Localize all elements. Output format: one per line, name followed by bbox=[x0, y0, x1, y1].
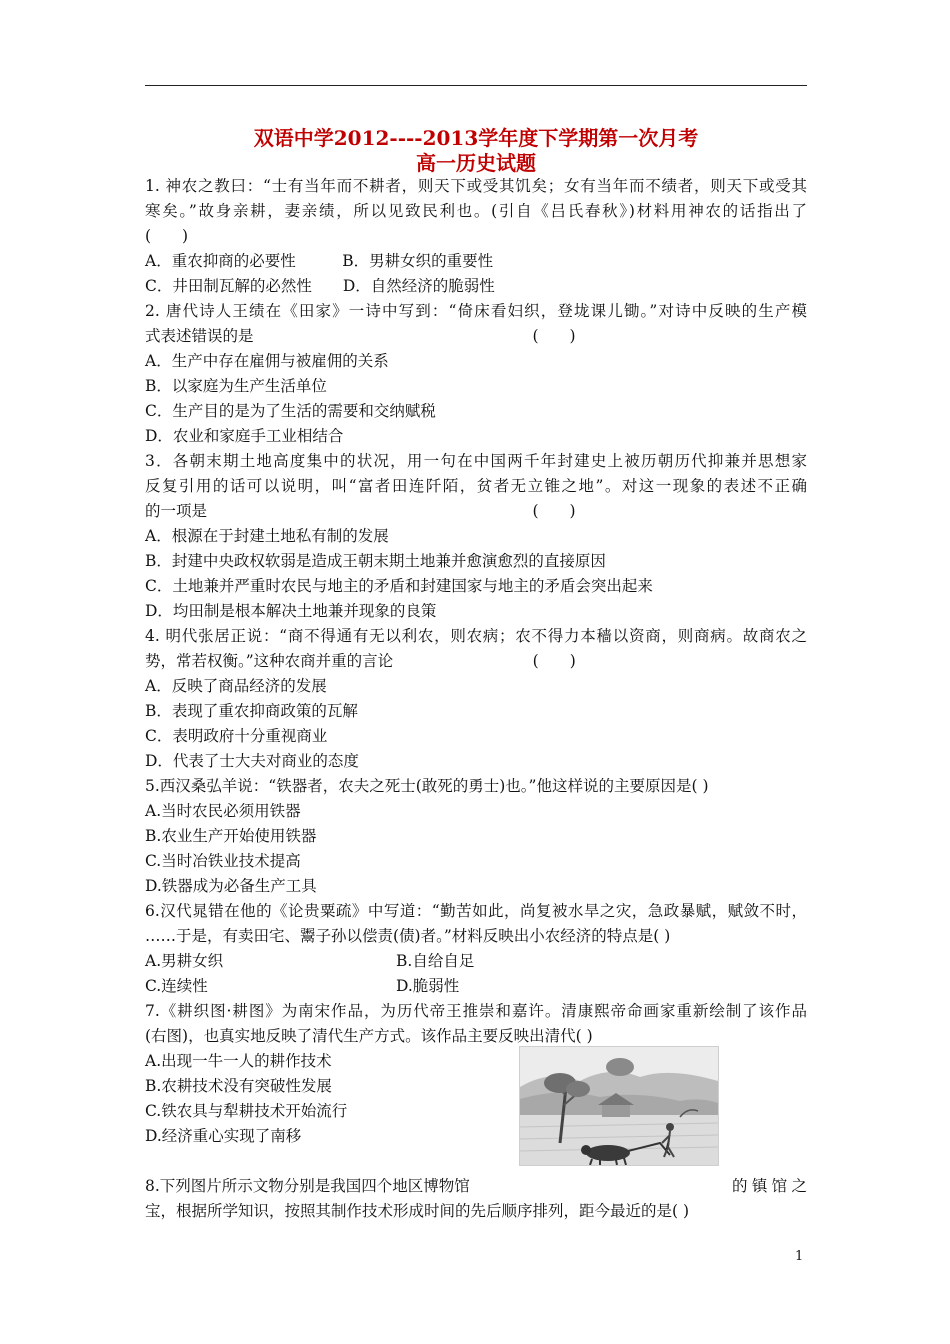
q8-stem-line1-right: 的镇馆之 bbox=[732, 1177, 807, 1195]
q3-option-c: C．土地兼并严重时农民与地主的矛盾和封建国家与地主的矛盾会突出起来 bbox=[145, 577, 653, 595]
q2-stem-line2: 式表述错误的是 ( ) bbox=[145, 327, 576, 345]
q1-answer-blank: ( ) bbox=[145, 227, 189, 245]
q3-stem-line3: 的一项是 ( ) bbox=[145, 502, 576, 520]
q5-option-c: C.当时冶铁业技术提高 bbox=[145, 852, 301, 870]
q3-option-a: A．根源在于封建土地私有制的发展 bbox=[145, 527, 389, 545]
q1-stem-line2: 寒矣。”故身亲耕，妻亲绩，所以见致民利也。(引自《吕氏春秋》)材料用神农的话指出了 bbox=[145, 202, 807, 220]
q2-option-d: D．农业和家庭手工业相结合 bbox=[145, 427, 344, 445]
q6-option-d: D.脆弱性 bbox=[396, 977, 460, 995]
q4-option-c: C．表明政府十分重视商业 bbox=[145, 727, 328, 745]
exam-title: 双语中学2012----2013学年度下学期第一次月考 bbox=[253, 126, 699, 150]
q3-stem-line1: 3．各朝末期土地高度集中的状况，用一句在中国两千年封建史上被历朝历代抑兼并思想家 bbox=[145, 452, 807, 470]
q7-option-b: B.农耕技术没有突破性发展 bbox=[145, 1077, 332, 1095]
q7-option-c: C.铁农具与犁耕技术开始流行 bbox=[145, 1102, 348, 1120]
q5-stem: 5.西汉桑弘羊说：“铁器者，农夫之死士(敢死的勇士)也。”他这样说的主要原因是( ) bbox=[145, 777, 709, 795]
q7-option-a: A.出现一牛一人的耕作技术 bbox=[145, 1052, 332, 1070]
q1-options-cd: C．井田制瓦解的必然性 D．自然经济的脆弱性 bbox=[145, 277, 495, 295]
q2-option-c: C．生产目的是为了生活的需要和交纳赋税 bbox=[145, 402, 436, 420]
q5-option-d: D.铁器成为必备生产工具 bbox=[145, 877, 317, 895]
q6-option-a: A.男耕女织 bbox=[145, 952, 224, 970]
q3-stem-line2: 反复引用的话可以说明，叫“富者田连阡陌，贫者无立锥之地”。对这一现象的表述不正确 bbox=[145, 477, 807, 495]
q2-option-a: A．生产中存在雇佣与被雇佣的关系 bbox=[145, 352, 389, 370]
q4-option-d: D．代表了士大夫对商业的态度 bbox=[145, 752, 359, 770]
header-rule bbox=[145, 85, 807, 86]
q7-stem-line1: 7.《耕织图·耕图》为南宋作品，为历代帝王推崇和嘉许。清康熙帝命画家重新绘制了该作品 bbox=[145, 1002, 807, 1020]
q5-option-a: A.当时农民必须用铁器 bbox=[145, 802, 301, 820]
q2-option-b: B．以家庭为生产生活单位 bbox=[145, 377, 327, 395]
exam-subtitle: 高一历史试题 bbox=[416, 151, 536, 175]
q8-stem-line1-left: 8.下列图片所示文物分别是我国四个地区博物馆 bbox=[145, 1177, 470, 1195]
q7-option-d: D.经济重心实现了南移 bbox=[145, 1127, 302, 1145]
q6-option-c: C.连续性 bbox=[145, 977, 208, 995]
q8-stem-line2: 宝，根据所学知识，按照其制作技术形成时间的先后顺序排列，距今最近的是( ) bbox=[145, 1202, 690, 1220]
page-number: 1 bbox=[795, 1249, 804, 1264]
q6-stem-line1: 6.汉代晁错在他的《论贵粟疏》中写道：“勤苦如此，尚复被水旱之灾，急政暴赋，赋敛不时， bbox=[145, 902, 807, 920]
q4-option-a: A．反映了商品经济的发展 bbox=[145, 677, 327, 695]
q4-stem-line2: 势，常若权衡。”这种农商并重的言论 ( ) bbox=[145, 652, 576, 670]
q2-stem-line1: 2. 唐代诗人王绩在《田家》一诗中写到：“倚床看妇织，登垅课儿锄。”对诗中反映的生产模 bbox=[145, 302, 807, 320]
q5-option-b: B.农业生产开始使用铁器 bbox=[145, 827, 317, 845]
q4-option-b: B．表现了重农抑商政策的瓦解 bbox=[145, 702, 358, 720]
q1-stem-line1: 1. 神农之教曰：“士有当年而不耕者，则天下或受其饥矣；女有当年而不绩者，则天下或受其 bbox=[145, 177, 807, 195]
q6-option-b: B.自给自足 bbox=[396, 952, 475, 970]
plowing-illustration bbox=[519, 1046, 719, 1166]
q7-stem-line2: (右图)，也真实地反映了清代生产方式。该作品主要反映出清代( ) bbox=[145, 1027, 593, 1045]
q1-options-ab: A．重农抑商的必要性 B．男耕女织的重要性 bbox=[145, 252, 494, 270]
q3-option-d: D．均田制是根本解决土地兼并现象的良策 bbox=[145, 602, 437, 620]
plowing-scene-svg bbox=[520, 1047, 718, 1165]
q4-stem-line1: 4. 明代张居正说：“商不得通有无以利农，则农病；农不得力本穑以资商，则商病。故商农之 bbox=[145, 627, 807, 645]
q6-stem-line2: ……于是，有卖田宅、鬻子孙以偿责(债)者。”材料反映出小农经济的特点是( ) bbox=[145, 927, 671, 945]
q3-option-b: B．封建中央政权软弱是造成王朝末期土地兼并愈演愈烈的直接原因 bbox=[145, 552, 606, 570]
